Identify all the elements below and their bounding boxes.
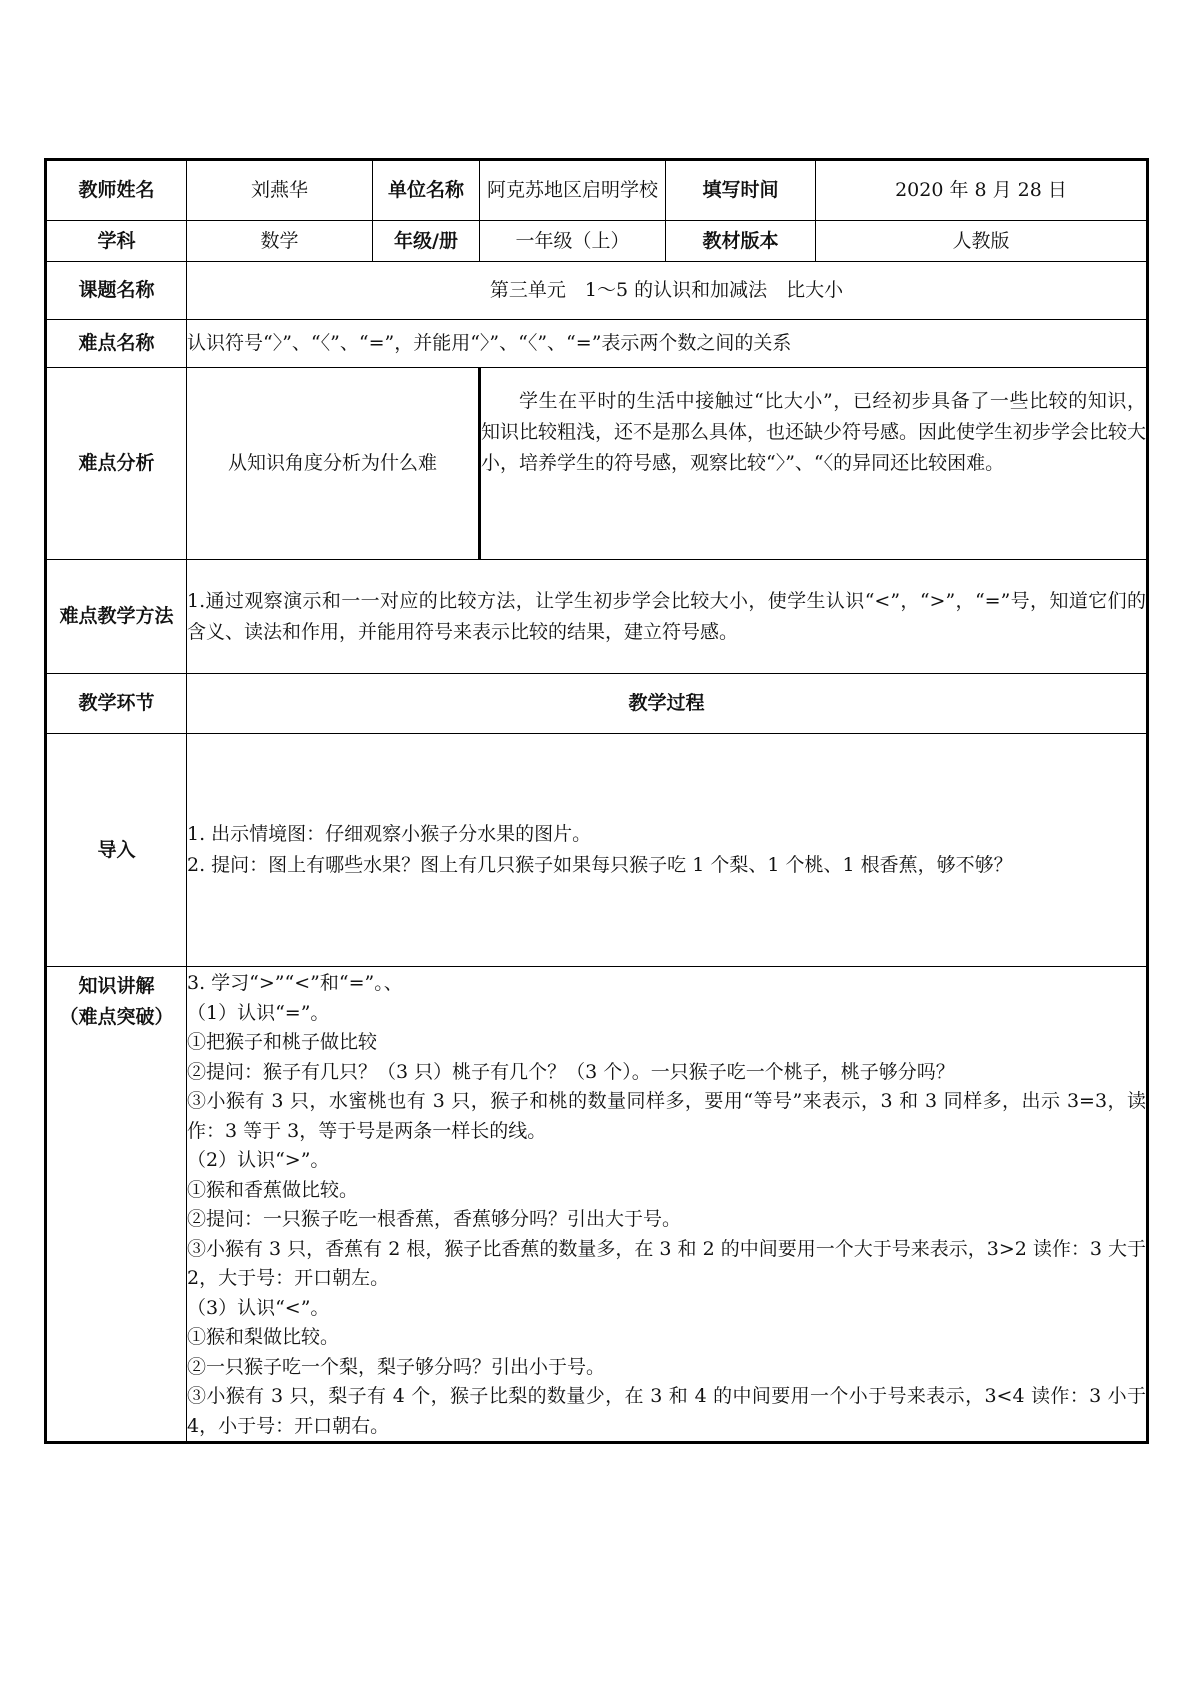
knowledge-line: （2）认识“>”。 [187,1149,330,1171]
difficulty-row [46,320,1148,368]
edition-label: 教材版本 [666,221,816,262]
topic-row [46,262,1148,320]
grade-label: 年级/册 [373,221,480,262]
topic-label: 课题名称 [46,262,187,320]
analysis-row [46,368,1148,560]
analysis-text: 学生在平时的生活中接触过“比大小”，已经初步具备了一些比较的知识，知识比较粗浅，还不是那么具体，也还缺少符号感。因此使学生初步学会比较大小，培养学生的符号感，观察比较“〉”、“〈的异同还比较困难。 [480,368,1148,560]
knowledge-line: （3）认识“<”。 [187,1296,330,1319]
intro-line: 1. 出示情境图：仔细观察小猴子分水果的图片。 [187,823,592,845]
stage-header: 教学环节 [46,674,187,734]
subject-label: 学科 [46,221,187,262]
info-row-1 [46,160,1148,221]
knowledge-label-line-2: （难点突破） [59,1006,174,1028]
knowledge-line: ①猴和梨做比较。 [187,1326,340,1348]
intro-label: 导入 [46,734,187,967]
knowledge-line: ③小猴有 3 只，梨子有 4 个，猴子比梨的数量少，在 3 和 4 的中间要用一个小于号来表示，3<4 读作：3 小于 4，小于号：开口朝右。 [187,1385,1146,1437]
method-row [46,560,1148,674]
analysis-label: 难点分析 [46,368,187,560]
knowledge-line: ②一只猴子吃一个梨，梨子够分吗？引出小于号。 [187,1355,606,1378]
topic-value: 第三单元 1～5 的认识和加减法 比大小 [187,262,1148,320]
teacher-value: 刘燕华 [187,160,373,221]
grade-value: 一年级（上） [480,221,666,262]
time-label: 填写时间 [666,160,816,221]
process-header: 教学过程 [187,674,1148,734]
knowledge-line: ②提问：一只猴子吃一根香蕉，香蕉够分吗？引出大于号。 [187,1208,682,1230]
time-value: 2020 年 8 月 28 日 [816,160,1148,221]
knowledge-label-line-1: 知识讲解 [78,975,155,997]
lesson-plan-table [44,158,1149,1444]
knowledge-line: 3. 学习“>”“<”和“=”。、 [187,972,403,994]
knowledge-line: （1）认识“=”。 [187,1001,330,1024]
method-text: 1.通过观察演示和一一对应的比较方法，让学生初步学会比较大小，使学生认识“<”，“>”，“=”号，知道它们的含义、读法和作用，并能用符号来表示比较的结果，建立符号感。 [187,560,1148,674]
process-header-row [46,674,1148,734]
knowledge-line: ③小猴有 3 只，香蕉有 2 根，猴子比香蕉的数量多，在 3 和 2 的中间要用一个大于号来表示，3>2 读作：3 大于 2，大于号：开口朝左。 [187,1237,1146,1289]
subject-value: 数学 [187,221,373,262]
method-label: 难点教学方法 [46,560,187,674]
knowledge-line: ①猴和香蕉做比较。 [187,1178,359,1201]
knowledge-label [46,967,187,1443]
teacher-label: 教师姓名 [46,160,187,221]
difficulty-value: 认识符号“〉”、“〈”、“=”，并能用“〉”、“〈”、“=”表示两个数之间的关系 [187,320,1148,368]
intro-line: 2. 提问：图上有哪些水果？图上有几只猴子如果每只猴子吃 1 个梨、1 个桃、1 根香蕉，够不够？ [187,854,1013,876]
knowledge-line: ①把猴子和桃子做比较 [187,1031,378,1053]
knowledge-row [46,967,1148,1443]
intro-row [46,734,1148,967]
knowledge-content [187,967,1148,1443]
unit-label: 单位名称 [373,160,480,221]
unit-value: 阿克苏地区启明学校 [480,160,666,221]
difficulty-label: 难点名称 [46,320,187,368]
knowledge-line: ③小猴有 3 只，水蜜桃也有 3 只，猴子和桃的数量同样多，要用“等号”来表示，3 和 3 同样多，出示 3=3，读作：3 等于 3，等于号是两条一样长的线。 [187,1090,1146,1142]
analysis-sub-label: 从知识角度分析为什么难 [187,368,480,560]
info-row-2 [46,221,1148,262]
lesson-plan-form [44,158,1146,1444]
intro-content [187,734,1148,967]
edition-value: 人教版 [816,221,1148,262]
knowledge-line: ②提问：猴子有几只？（3 只）桃子有几个？（3 个）。一只猴子吃一个桃子，桃子够分吗？ [187,1060,955,1083]
